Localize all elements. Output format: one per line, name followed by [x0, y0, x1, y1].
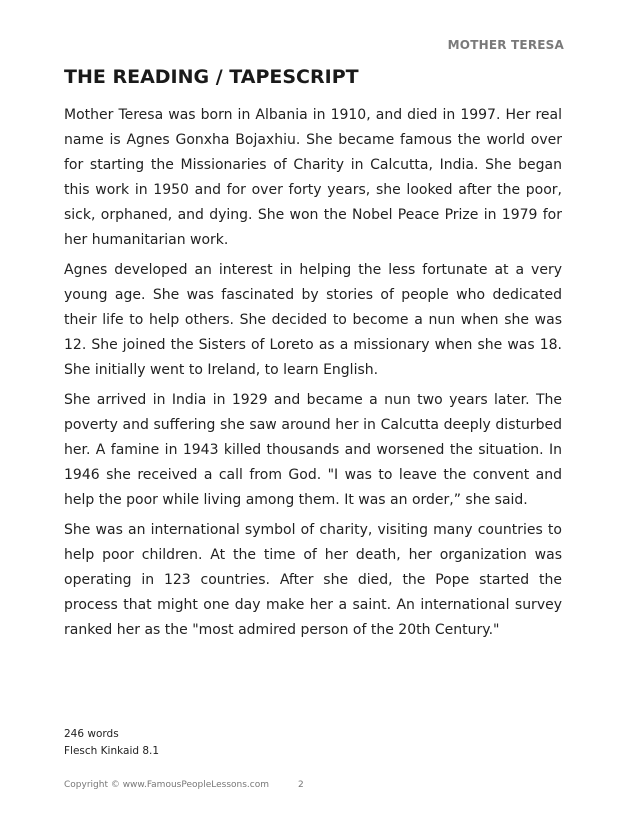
paragraph-2: Agnes developed an interest in helping the less fortunate at a very young age. She was fascinated by stories of people who dedicated their life to help others. She decided to become a nun when she was 12. She joined the Sisters of Loreto as a missionary when she was 18. She initially went to Ireland, to learn English. — [64, 262, 562, 378]
paragraph-4: She was an international symbol of charity, visiting many countries to help poor children. At the time of her death, her organization was operating in 123 countries. After she died, the Pope started the process that might one day make her a saint. An international survey ranked her as the "most admired person of the 20th Century." — [64, 522, 562, 638]
copyright-notice: Copyright © www.FamousPeopleLessons.com — [64, 780, 270, 790]
page-title: THE READING / TAPESCRIPT — [64, 66, 359, 88]
page-footer — [64, 780, 304, 790]
running-header: MOTHER TERESA — [447, 38, 564, 52]
readability-score: Flesch Kinkaid 8.1 — [64, 745, 160, 757]
word-count: 246 words — [64, 728, 119, 740]
paragraph-3: She arrived in India in 1929 and became a nun two years later. The poverty and suffering she saw around her in Calcutta deeply disturbed her. A famine in 1943 killed thousands and worsened the situation. In 1946 she received a call from God. "I was to leave the convent and help the poor while living among them. It was an order,” she said. — [64, 392, 562, 508]
paragraph-1: Mother Teresa was born in Albania in 1910, and died in 1997. Her real name is Agnes Gonxha Bojaxhiu. She became famous the world over for starting the Missionaries of Charity in Calcutta, India. She began this work in 1950 and for over forty years, she looked after the poor, sick, orphaned, and dying. She won the Nobel Peace Prize in 1979 for her humanitarian work. — [64, 107, 562, 248]
reading-text — [64, 103, 562, 648]
text-statistics — [64, 726, 159, 760]
page-number: 2 — [298, 780, 304, 790]
